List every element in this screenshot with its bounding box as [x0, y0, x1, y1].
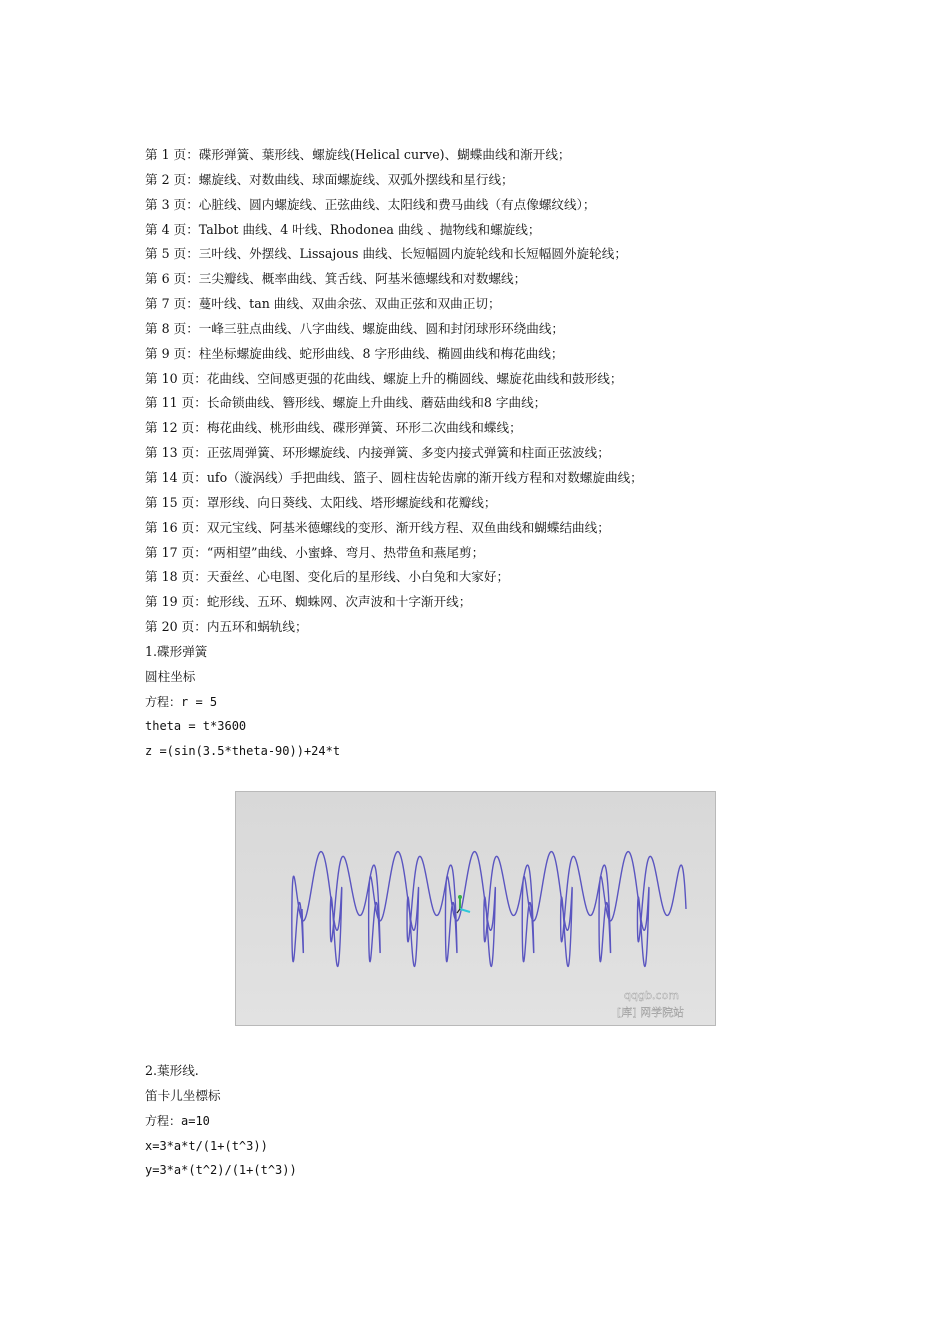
toc-item: 第 15 页：罩形线、向日葵线、太阳线、塔形螺旋线和花瓣线； [145, 494, 497, 510]
toc-item: 第 10 页：花曲线、空间感更强的花曲线、螺旋上升的椭圆线、螺旋花曲线和鼓形线； [145, 370, 623, 386]
document-body [145, 143, 785, 764]
section2-equation-x: x=3*a*t/(1+(t^3)) [145, 1138, 268, 1153]
section1-coordinate-system: 圆柱坐标 [145, 668, 196, 684]
section1-equation-theta: theta = t*3600 [145, 719, 247, 734]
disc-spring-curve-canvas [236, 792, 715, 1025]
section2-equation-y: y=3*a*(t^2)/(1+(t^3)) [145, 1163, 297, 1178]
section1-heading: 1.碟形弹簧 [145, 643, 208, 659]
toc-item: 第 8 页：一峰三驻点曲线、八字曲线、螺旋曲线、圆和封闭球形环绕曲线； [145, 320, 565, 336]
watermark-text: [库] 网学院站 [617, 1006, 685, 1019]
section1-equation-r: 方程：r = 5 [145, 694, 218, 709]
toc-item: 第 14 页：ufo（漩涡线）手把曲线、篮子、圆柱齿轮齿廓的渐开线方程和对数螺旋曲线； [145, 469, 643, 485]
toc-item: 第 18 页：天蚕丝、心电图、变化后的星形线、小白兔和大家好； [145, 569, 510, 585]
disc-spring-curve-figure [235, 791, 716, 1026]
section1-equation-z: z =(sin(3.5*theta-90))+24*t [145, 744, 341, 759]
toc-item: 第 17 页：“两相望”曲线、小蜜蜂、弯月、热带鱼和燕尾剪； [145, 544, 485, 560]
toc-item: 第 5 页：三叶线、外摆线、Lissajous 曲线、长短幅圆内旋轮线和长短幅圆外旋轮线； [145, 246, 627, 262]
section2-coordinate-system: 笛卡儿坐標标 [145, 1087, 221, 1103]
toc-item: 第 2 页：螺旋线、对数曲线、球面螺旋线、双弧外摆线和星行线； [145, 171, 514, 187]
toc-item: 第 11 页：长命锁曲线、簪形线、螺旋上升曲线、蘑菇曲线和8 字曲线； [145, 395, 547, 411]
toc-item: 第 1 页：碟形弹簧、葉形线、螺旋线(Helical curve)、蝴蝶曲线和渐开线； [145, 147, 571, 162]
toc-item: 第 12 页：梅花曲线、桃形曲线、碟形弹簧、环形二次曲线和蝶线； [145, 420, 522, 436]
toc-item: 第 20 页：内五环和蜗轨线； [145, 619, 308, 635]
toc-item: 第 4 页：Talbot 曲线、4 叶线、Rhodonea 曲线 、抛物线和螺旋线； [145, 221, 541, 237]
section2-equation-a: 方程：a=10 [145, 1113, 210, 1128]
toc-list [145, 143, 785, 640]
section2-heading: 2.葉形线. [145, 1063, 199, 1078]
watermark-url: qqgb.com [624, 989, 679, 1002]
toc-item: 第 7 页：蔓叶线、tan 曲线、双曲余弦、双曲正弦和双曲正切； [145, 296, 501, 312]
toc-item: 第 9 页：柱坐标螺旋曲线、蛇形曲线、8 字形曲线、椭圆曲线和梅花曲线； [145, 345, 564, 361]
toc-item: 第 19 页：蛇形线、五环、蜘蛛网、次声波和十字渐开线； [145, 594, 472, 610]
toc-item: 第 3 页：心脏线、圆内螺旋线、正弦曲线、太阳线和费马曲线（有点像螺纹线）； [145, 196, 596, 212]
toc-item: 第 16 页：双元宝线、阿基米德螺线的变形、渐开线方程、双鱼曲线和蝴蝶结曲线； [145, 519, 610, 535]
toc-item: 第 13 页：正弦周弹簧、环形螺旋线、内接弹簧、多变内接式弹簧和柱面正弦波线； [145, 445, 610, 461]
toc-item: 第 6 页：三尖瓣线、概率曲线、箕舌线、阿基米德螺线和对数螺线； [145, 271, 527, 287]
section2 [145, 1059, 785, 1183]
